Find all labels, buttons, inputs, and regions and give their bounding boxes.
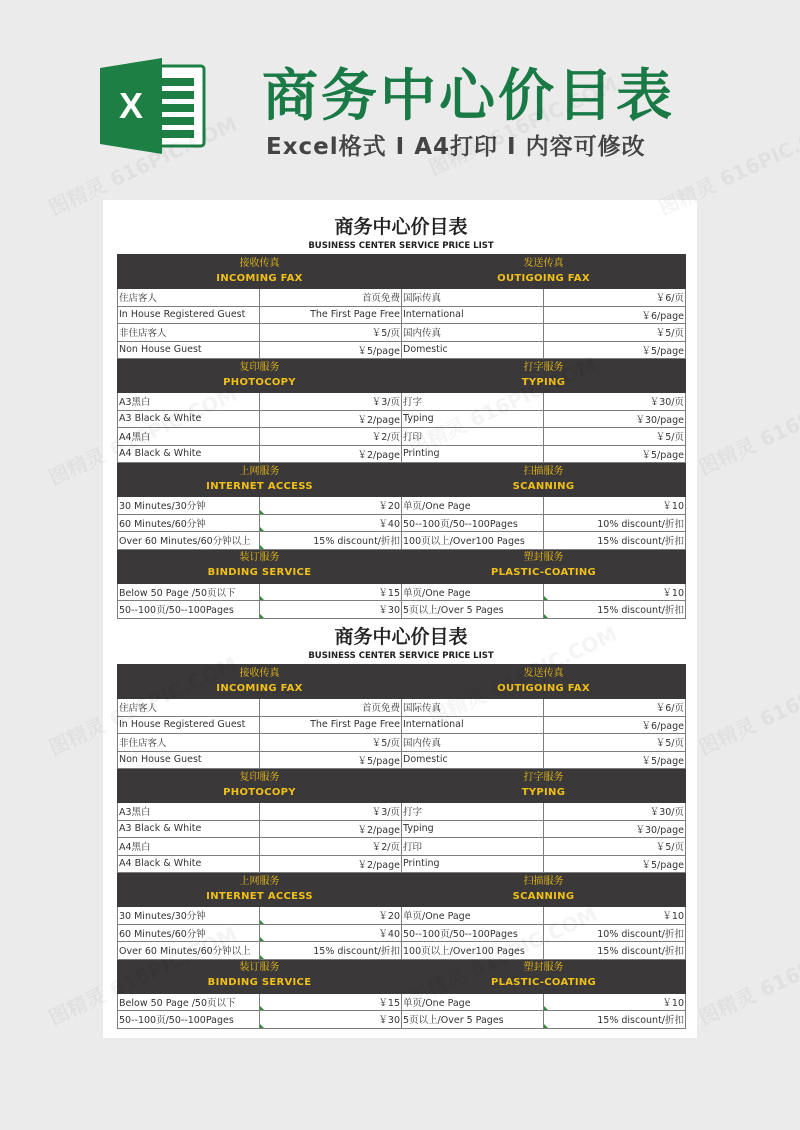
price-row <box>118 393 686 411</box>
service-cell[interactable]: Below 50 Page /50页以下 <box>118 993 260 1011</box>
price-table <box>117 254 686 619</box>
section-header <box>402 665 686 699</box>
price-cell[interactable]: 10% discount/折扣 <box>544 514 686 532</box>
section-header-en: PHOTOCOPY <box>223 786 296 798</box>
price-cell[interactable]: ￥30/page <box>544 820 686 838</box>
section-header <box>402 549 686 583</box>
service-cell[interactable]: 打字 <box>402 393 544 411</box>
watermark <box>693 648 800 761</box>
service-cell[interactable]: 50--100页/50--100Pages <box>118 1011 260 1029</box>
price-cell[interactable]: ￥5/page <box>544 341 686 359</box>
price-table <box>117 664 686 1029</box>
service-cell[interactable]: A4黑白 <box>118 428 260 446</box>
section-header <box>118 873 402 907</box>
section-header-row <box>118 959 686 993</box>
section-header-cn: 装订服务 <box>239 552 280 563</box>
section-header-en: INCOMING FAX <box>216 272 303 284</box>
price-row <box>118 341 686 359</box>
section-header <box>402 359 686 393</box>
section-header <box>402 463 686 497</box>
service-cell[interactable]: Printing <box>402 855 544 873</box>
price-cell[interactable]: ￥5/page <box>544 751 686 769</box>
price-cell[interactable]: ￥6/页 <box>544 289 686 307</box>
service-cell[interactable]: 国内传真 <box>402 324 544 342</box>
section-header <box>402 255 686 289</box>
service-cell[interactable]: A3 Black & White <box>118 820 260 838</box>
service-cell[interactable]: 100页以上/Over100 Pages <box>402 942 544 960</box>
document-subtitle: BUSINESS CENTER SERVICE PRICE LIST <box>308 651 494 661</box>
banner <box>0 0 800 195</box>
section-header-en: SCANNING <box>512 480 575 492</box>
price-row <box>118 942 686 960</box>
service-cell[interactable]: Over 60 Minutes/60分钟以上 <box>118 532 260 550</box>
price-cell[interactable]: ￥3/页 <box>260 803 402 821</box>
price-row <box>118 907 686 925</box>
price-cell[interactable]: ￥6/page <box>544 306 686 324</box>
price-row <box>118 306 686 324</box>
section-header-en: PHOTOCOPY <box>223 376 296 388</box>
service-cell[interactable]: 单页/One Page <box>402 497 544 515</box>
price-cell[interactable]: ￥2/page <box>260 820 402 838</box>
price-row <box>118 497 686 515</box>
price-row <box>118 924 686 942</box>
price-cell[interactable]: 15% discount/折扣 <box>260 942 402 960</box>
price-cell[interactable]: ￥10 <box>544 583 686 601</box>
price-row <box>118 583 686 601</box>
price-cell[interactable]: ￥2/page <box>260 445 402 463</box>
service-cell[interactable]: Domestic <box>402 751 544 769</box>
service-cell[interactable]: Typing <box>402 410 544 428</box>
section-header-en: PLASTIC-COATING <box>490 567 597 578</box>
service-cell[interactable]: 单页/One Page <box>402 583 544 601</box>
service-cell[interactable]: 打印 <box>402 838 544 856</box>
section-header <box>118 463 402 497</box>
section-header-en: BINDING SERVICE <box>207 977 312 988</box>
section-header-cn: 接收传真 <box>239 257 280 269</box>
service-cell[interactable]: 30 Minutes/30分钟 <box>118 497 260 515</box>
service-cell[interactable]: A4 Black & White <box>118 445 260 463</box>
price-cell[interactable]: ￥5/page <box>544 855 686 873</box>
price-cell[interactable]: ￥20 <box>260 907 402 925</box>
service-cell[interactable]: 国际传真 <box>402 699 544 717</box>
price-row <box>118 734 686 752</box>
service-cell[interactable]: Domestic <box>402 341 544 359</box>
section-header <box>118 359 402 393</box>
price-cell[interactable]: ￥2/页 <box>260 428 402 446</box>
svg-text:X: X <box>118 85 144 126</box>
section-header-row <box>118 665 686 699</box>
service-cell[interactable]: 50--100页/50--100Pages <box>402 924 544 942</box>
price-cell[interactable]: ￥15 <box>260 583 402 601</box>
price-cell[interactable]: ￥30/页 <box>544 803 686 821</box>
price-list-copy-2 <box>117 624 685 1029</box>
section-header-en: OUTIGOING FAX <box>497 682 590 694</box>
service-cell[interactable]: 国际传真 <box>402 289 544 307</box>
section-header-cn: 复印服务 <box>239 361 280 373</box>
price-cell[interactable]: ￥3/页 <box>260 393 402 411</box>
service-cell[interactable]: 住店客人 <box>118 699 260 717</box>
banner-title: 商务中心价目表 <box>262 64 675 129</box>
service-cell[interactable]: 非住店客人 <box>118 734 260 752</box>
section-header-cn: 复印服务 <box>239 771 280 783</box>
document-title: 商务中心价目表 <box>334 216 468 238</box>
price-cell[interactable]: ￥6/page <box>544 716 686 734</box>
service-cell[interactable]: 100页以上/Over100 Pages <box>402 532 544 550</box>
section-header-row <box>118 359 686 393</box>
section-header <box>118 255 402 289</box>
price-cell[interactable]: 10% discount/折扣 <box>544 924 686 942</box>
price-cell[interactable]: ￥5/页 <box>544 838 686 856</box>
section-header-cn: 上网服务 <box>239 465 280 477</box>
service-cell[interactable]: 60 Minutes/60分钟 <box>118 514 260 532</box>
section-header <box>402 873 686 907</box>
price-cell[interactable]: 15% discount/折扣 <box>260 532 402 550</box>
watermark <box>693 368 800 481</box>
price-row <box>118 993 686 1011</box>
price-cell[interactable]: ￥20 <box>260 497 402 515</box>
service-cell[interactable]: 打印 <box>402 428 544 446</box>
price-cell[interactable]: 15% discount/折扣 <box>544 1011 686 1029</box>
price-cell[interactable]: ￥5/页 <box>544 734 686 752</box>
price-cell[interactable]: ￥2/页 <box>260 838 402 856</box>
price-row <box>118 601 686 619</box>
section-header-en: INCOMING FAX <box>216 682 303 694</box>
service-cell[interactable]: 50--100页/50--100Pages <box>402 514 544 532</box>
document-title: 商务中心价目表 <box>334 626 468 648</box>
service-cell[interactable]: 单页/One Page <box>402 907 544 925</box>
section-header-en: INTERNET ACCESS <box>206 890 313 902</box>
price-row <box>118 445 686 463</box>
section-header-en: INTERNET ACCESS <box>206 480 313 492</box>
price-row <box>118 1011 686 1029</box>
section-header <box>118 769 402 803</box>
price-row <box>118 803 686 821</box>
section-header-cn: 塑封服务 <box>523 552 564 563</box>
service-cell[interactable]: In House Registered Guest <box>118 716 260 734</box>
section-header-cn: 接收传真 <box>239 667 280 679</box>
section-header <box>118 665 402 699</box>
section-header-en: TYPING <box>521 376 566 388</box>
section-header-en: BINDING SERVICE <box>207 567 312 578</box>
section-header <box>402 769 686 803</box>
price-cell[interactable]: 首页免费 <box>260 699 402 717</box>
price-row <box>118 428 686 446</box>
price-sheet <box>103 200 697 1038</box>
section-header-en: PLASTIC-COATING <box>490 977 597 988</box>
service-cell[interactable]: Over 60 Minutes/60分钟以上 <box>118 942 260 960</box>
price-cell[interactable]: The First Page Free <box>260 716 402 734</box>
price-cell[interactable]: ￥6/页 <box>544 699 686 717</box>
service-cell[interactable]: Typing <box>402 820 544 838</box>
service-cell[interactable]: 60 Minutes/60分钟 <box>118 924 260 942</box>
section-header-cn: 塑封服务 <box>523 962 564 973</box>
document-subtitle: BUSINESS CENTER SERVICE PRICE LIST <box>308 241 494 251</box>
price-row <box>118 855 686 873</box>
banner-subtitle: Excel格式 I A4打印 I 内容可修改 <box>266 134 646 160</box>
section-header-cn: 扫描服务 <box>523 875 564 887</box>
price-list-copy-1 <box>117 214 685 619</box>
price-cell[interactable]: ￥5/page <box>544 445 686 463</box>
price-cell[interactable]: ￥5/页 <box>260 324 402 342</box>
service-cell[interactable]: A3黑白 <box>118 393 260 411</box>
service-cell[interactable]: Printing <box>402 445 544 463</box>
price-cell[interactable]: ￥30/页 <box>544 393 686 411</box>
price-cell[interactable]: ￥30 <box>260 1011 402 1029</box>
price-cell[interactable]: The First Page Free <box>260 306 402 324</box>
price-cell[interactable]: ￥10 <box>544 993 686 1011</box>
price-cell[interactable]: 15% discount/折扣 <box>544 532 686 550</box>
section-header-en: SCANNING <box>512 890 575 902</box>
section-header-row <box>118 463 686 497</box>
service-cell[interactable]: 5页以上/Over 5 Pages <box>402 1011 544 1029</box>
price-row <box>118 324 686 342</box>
price-cell[interactable]: ￥5/页 <box>260 734 402 752</box>
price-cell[interactable]: ￥10 <box>544 497 686 515</box>
section-header-row <box>118 769 686 803</box>
price-cell[interactable]: ￥40 <box>260 924 402 942</box>
section-header-cn: 打字服务 <box>523 361 564 373</box>
price-cell[interactable]: 15% discount/折扣 <box>544 942 686 960</box>
price-cell[interactable]: ￥5/页 <box>544 428 686 446</box>
service-cell[interactable]: A3黑白 <box>118 803 260 821</box>
price-cell[interactable]: ￥5/页 <box>544 324 686 342</box>
service-cell[interactable]: 非住店客人 <box>118 324 260 342</box>
price-cell[interactable]: ￥40 <box>260 514 402 532</box>
service-cell[interactable]: 30 Minutes/30分钟 <box>118 907 260 925</box>
price-cell[interactable]: 15% discount/折扣 <box>544 601 686 619</box>
service-cell[interactable]: A4 Black & White <box>118 855 260 873</box>
service-cell[interactable]: 5页以上/Over 5 Pages <box>402 601 544 619</box>
service-cell[interactable]: Non House Guest <box>118 751 260 769</box>
service-cell[interactable]: In House Registered Guest <box>118 306 260 324</box>
service-cell[interactable]: 打字 <box>402 803 544 821</box>
section-header <box>118 549 402 583</box>
service-cell[interactable]: International <box>402 716 544 734</box>
watermark <box>693 918 800 1031</box>
excel-icon <box>100 58 210 154</box>
price-cell[interactable]: ￥2/page <box>260 855 402 873</box>
price-row <box>118 514 686 532</box>
price-row <box>118 699 686 717</box>
section-header-cn: 发送传真 <box>523 667 564 679</box>
price-cell[interactable]: ￥15 <box>260 993 402 1011</box>
section-header-row <box>118 549 686 583</box>
price-row <box>118 716 686 734</box>
section-header-cn: 打字服务 <box>523 771 564 783</box>
price-row <box>118 751 686 769</box>
price-cell[interactable]: ￥10 <box>544 907 686 925</box>
price-row <box>118 820 686 838</box>
price-cell[interactable]: ￥5/page <box>260 341 402 359</box>
price-row <box>118 289 686 307</box>
section-header <box>402 959 686 993</box>
section-header-cn: 上网服务 <box>239 875 280 887</box>
section-header-cn: 装订服务 <box>239 962 280 973</box>
section-header-en: TYPING <box>521 786 566 798</box>
service-cell[interactable]: 国内传真 <box>402 734 544 752</box>
price-cell[interactable]: ￥2/page <box>260 410 402 428</box>
service-cell[interactable]: A4黑白 <box>118 838 260 856</box>
service-cell[interactable]: 住店客人 <box>118 289 260 307</box>
service-cell[interactable]: International <box>402 306 544 324</box>
price-cell[interactable]: ￥5/page <box>260 751 402 769</box>
price-cell[interactable]: ￥30/page <box>544 410 686 428</box>
section-header-cn: 发送传真 <box>523 257 564 269</box>
price-row <box>118 410 686 428</box>
section-header-cn: 扫描服务 <box>523 465 564 477</box>
service-cell[interactable]: A3 Black & White <box>118 410 260 428</box>
section-header-row <box>118 255 686 289</box>
price-row <box>118 532 686 550</box>
service-cell[interactable]: Below 50 Page /50页以下 <box>118 583 260 601</box>
price-cell[interactable]: ￥30 <box>260 601 402 619</box>
section-header-en: OUTIGOING FAX <box>497 272 590 284</box>
section-header-row <box>118 873 686 907</box>
price-row <box>118 838 686 856</box>
price-cell[interactable]: 首页免费 <box>260 289 402 307</box>
service-cell[interactable]: Non House Guest <box>118 341 260 359</box>
service-cell[interactable]: 50--100页/50--100Pages <box>118 601 260 619</box>
service-cell[interactable]: 单页/One Page <box>402 993 544 1011</box>
section-header <box>118 959 402 993</box>
